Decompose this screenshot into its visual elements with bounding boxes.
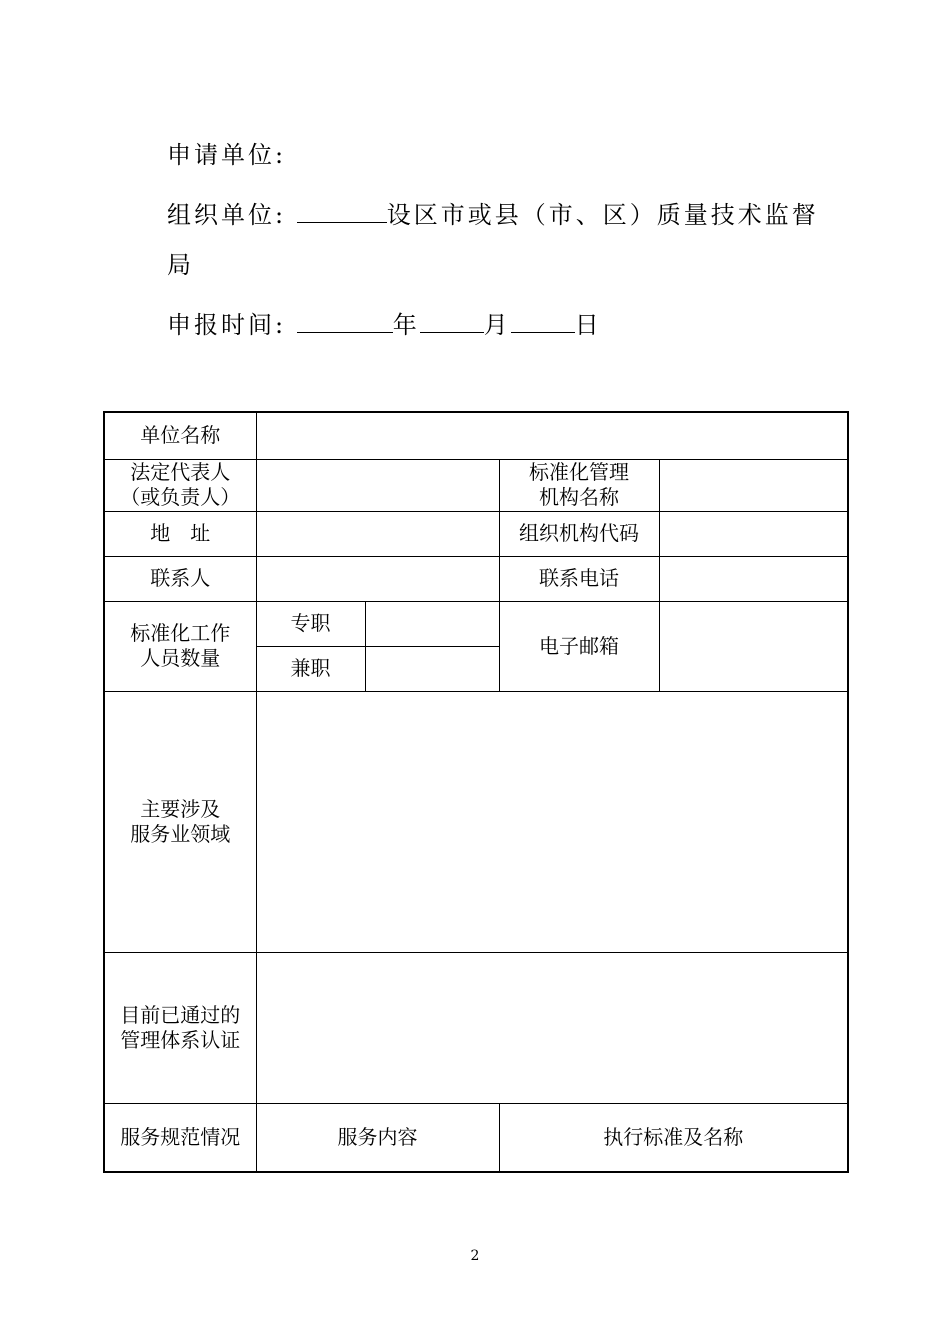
organizer-blank[interactable] [297,198,387,223]
organizer-suffix-cont: 局 [167,251,194,279]
applicant-line [167,135,286,170]
year-label: 年 [392,311,420,339]
full-time-label: 专职 [256,601,365,646]
full-time-field[interactable] [365,601,499,646]
part-time-label: 兼职 [256,646,365,691]
row-staff-fulltime [104,601,848,646]
legal-rep-field[interactable] [256,459,499,511]
certification-label-line1: 目前已通过的 [120,1002,241,1027]
row-service-norm [104,1103,848,1172]
email-field[interactable] [659,601,848,691]
date-line [167,305,602,340]
phone-label: 联系电话 [499,556,659,601]
day-label: 日 [574,311,602,339]
service-field-label [104,691,256,952]
year-blank[interactable] [297,308,393,333]
applicant-label: 申请单位: [167,141,287,169]
organizer-line [167,195,819,230]
page-number: 2 [470,1248,480,1264]
staff-count-label-line1: 标准化工作 [130,621,231,645]
email-label: 电子邮箱 [499,601,659,691]
exec-standard-header: 执行标准及名称 [499,1103,848,1172]
contact-field[interactable] [256,556,499,601]
std-org-label [499,459,659,511]
application-form-table [103,411,849,1173]
part-time-field[interactable] [365,646,499,691]
organizer-suffix: 设区市或县（市、区）质量技术监督 [386,201,819,229]
certification-label [104,952,256,1103]
certification-content[interactable] [256,952,848,1103]
legal-rep-label [104,459,256,511]
address-label: 地 址 [104,511,256,556]
month-label: 月 [483,311,511,339]
org-code-field[interactable] [659,511,848,556]
staff-count-label-line2: 人员数量 [140,646,221,670]
day-blank[interactable] [511,308,575,333]
unit-name-label: 单位名称 [104,412,256,459]
std-org-field[interactable] [659,459,848,511]
std-org-label-line1: 标准化管理 [529,460,629,484]
row-legal-rep [104,459,848,511]
service-norm-label: 服务规范情况 [104,1103,256,1172]
row-contact [104,556,848,601]
legal-rep-label-line1: 法定代表人 [130,460,231,484]
date-label: 申报时间: [167,311,287,339]
month-blank[interactable] [420,308,484,333]
organizer-label: 组织单位: [167,201,287,229]
phone-field[interactable] [659,556,848,601]
address-field[interactable] [256,511,499,556]
std-org-label-line2: 机构名称 [539,485,619,509]
service-field-label-line2: 服务业领域 [130,821,231,846]
service-content-header: 服务内容 [256,1103,499,1172]
legal-rep-label-line2: （或负责人） [120,485,241,509]
row-service-field [104,691,848,952]
organizer-line-cont [167,245,194,280]
staff-count-label [104,601,256,691]
service-field-label-line1: 主要涉及 [140,796,221,821]
row-address [104,511,848,556]
contact-label: 联系人 [104,556,256,601]
certification-label-line2: 管理体系认证 [120,1027,241,1052]
unit-name-field[interactable] [256,412,848,459]
service-field-content[interactable] [256,691,848,952]
row-unit-name [104,412,848,459]
row-certification [104,952,848,1103]
org-code-label: 组织机构代码 [499,511,659,556]
